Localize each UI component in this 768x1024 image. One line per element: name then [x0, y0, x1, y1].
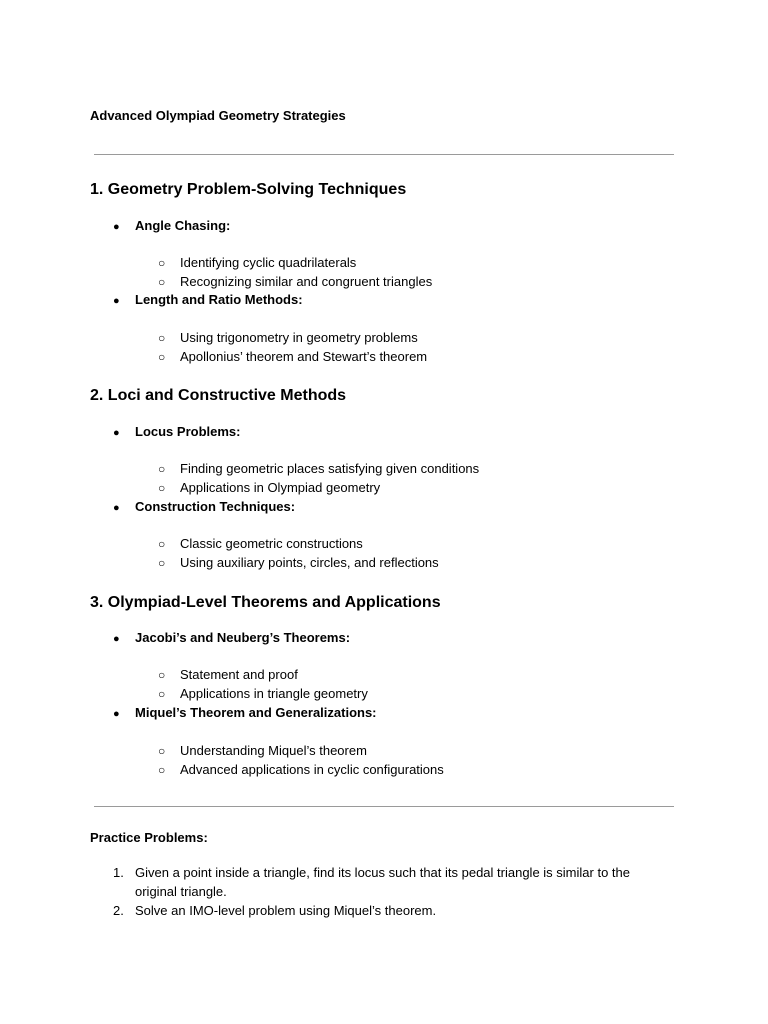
bullet-label: Length and Ratio Methods: [135, 292, 303, 307]
horizontal-rule-bottom [94, 806, 674, 807]
sub-item [158, 254, 356, 272]
bullet-icon: ● [113, 708, 120, 720]
numbered-item [113, 901, 673, 920]
section-heading-2: 2. Loci and Constructive Methods [90, 387, 347, 404]
sub-item-text: Using auxiliary points, circles, and reflections [180, 555, 439, 570]
circle-bullet-icon: ○ [158, 350, 166, 364]
bullet-icon: ● [113, 633, 120, 645]
bullet-label: Jacobi’s and Neuberg’s Theorems: [135, 630, 351, 645]
sub-item-text: Apollonius’ theorem and Stewart’s theorem [180, 349, 428, 364]
document-title: Advanced Olympiad Geometry Strategies [90, 108, 346, 123]
bullet-icon: ● [113, 295, 120, 307]
problem-text: Given a point inside a triangle, find its locus such that its pedal triangle is similar to the original triangle. [135, 865, 630, 899]
circle-bullet-icon: ○ [158, 744, 166, 758]
list-number: 1. [113, 865, 124, 880]
circle-bullet-icon: ○ [158, 481, 166, 495]
numbered-item [113, 863, 673, 901]
sub-item-text: Classic geometric constructions [180, 536, 363, 551]
circle-bullet-icon: ○ [158, 668, 166, 682]
sub-item-text: Using trigonometry in geometry problems [180, 330, 418, 345]
section-heading-1: 1. Geometry Problem-Solving Techniques [90, 181, 407, 198]
circle-bullet-icon: ○ [158, 331, 166, 345]
sub-item [158, 329, 418, 347]
bullet-label: Angle Chasing: [135, 218, 231, 233]
sub-item [158, 348, 427, 366]
sub-item [158, 685, 368, 703]
bullet-item [113, 704, 377, 723]
sub-item [158, 535, 363, 553]
sub-item [158, 479, 380, 497]
sub-item [158, 554, 439, 572]
section-heading-3: 3. Olympiad-Level Theorems and Applications [90, 594, 441, 611]
bullet-item [113, 217, 230, 236]
problem-text: Solve an IMO-level problem using Miquel’s theorem. [135, 903, 437, 918]
list-number: 2. [113, 903, 124, 918]
bullet-icon: ● [113, 427, 120, 439]
circle-bullet-icon: ○ [158, 537, 166, 551]
horizontal-rule-top [94, 154, 674, 155]
bullet-label: Construction Techniques: [135, 499, 296, 514]
bullet-item [113, 291, 303, 310]
sub-item-text: Applications in triangle geometry [180, 686, 368, 701]
bullet-label: Miquel’s Theorem and Generalizations: [135, 705, 377, 720]
circle-bullet-icon: ○ [158, 687, 166, 701]
sub-item [158, 742, 367, 760]
circle-bullet-icon: ○ [158, 556, 166, 570]
bullet-item [113, 498, 295, 517]
bullet-icon: ● [113, 502, 120, 514]
sub-item [158, 761, 444, 779]
bullet-label: Locus Problems: [135, 424, 241, 439]
circle-bullet-icon: ○ [158, 763, 166, 777]
bullet-item [113, 629, 350, 648]
sub-item-text: Identifying cyclic quadrilaterals [180, 255, 357, 270]
circle-bullet-icon: ○ [158, 256, 166, 270]
circle-bullet-icon: ○ [158, 462, 166, 476]
sub-item-text: Finding geometric places satisfying given conditions [180, 461, 480, 476]
sub-item [158, 460, 479, 478]
circle-bullet-icon: ○ [158, 275, 166, 289]
bullet-icon: ● [113, 221, 120, 233]
sub-item-text: Understanding Miquel’s theorem [180, 743, 367, 758]
sub-item [158, 666, 298, 684]
sub-item [158, 273, 432, 291]
sub-item-text: Statement and proof [180, 667, 298, 682]
sub-item-text: Advanced applications in cyclic configurations [180, 762, 444, 777]
practice-problems-title: Practice Problems: [90, 830, 208, 845]
sub-item-text: Recognizing similar and congruent triangles [180, 274, 433, 289]
bullet-item [113, 423, 240, 442]
sub-item-text: Applications in Olympiad geometry [180, 480, 381, 495]
